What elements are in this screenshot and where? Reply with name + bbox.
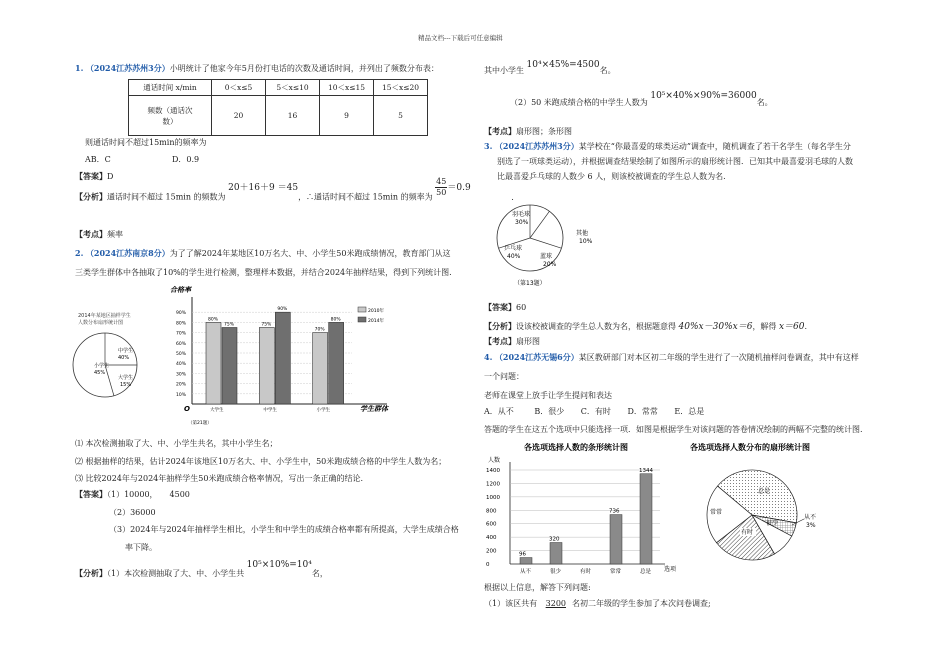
q4-pie-value-never: 3% (806, 522, 816, 529)
table-col-2: 5＜x≤10 (266, 80, 320, 96)
pie2014-title-a: 2014年某地区抽样学生 (78, 313, 131, 319)
q4-option-c: C．有时 (580, 407, 611, 416)
q1-answer: 【答案】D (75, 171, 114, 181)
table-count-4: 5 (374, 96, 428, 136)
q2-ytick: 40% (176, 362, 187, 368)
q4-pie-label-often: 常常 (710, 509, 723, 516)
q3-slice-value: 10% (579, 238, 593, 245)
q4-option-e: E．总是 (674, 407, 705, 416)
q4-bar (610, 515, 622, 564)
page-header: 精品文档---下载后可任意编辑 (418, 34, 503, 42)
q3-stem-b: 别选了一项球类运动），并根据调查结果绘制了如图所示的扇形统计图．已知其中最喜爱羽毛球的人数 (497, 157, 853, 166)
pie2014-label-college: 大学生 (118, 375, 134, 381)
q3-slice-value: 40% (507, 253, 521, 260)
pie2014-title-b: 人数分布扇形统计图 (78, 320, 124, 326)
q1-line (75, 63, 439, 74)
q2-bar (222, 328, 237, 405)
q4-pie-label-never: 从不 (804, 514, 817, 521)
q3-slice-label: 乒乓球 (504, 245, 523, 252)
q4-pie-label-sometimes: 有时 (741, 529, 754, 536)
q2-bar-label: 75% (224, 322, 235, 328)
q2-bar-label: 80% (330, 317, 341, 323)
q2-bar (275, 312, 290, 404)
q2-analysis: 【分析】（1）本次检测抽取了大、中、小学生共 10⁵×10%=10⁴名， (75, 560, 328, 578)
table-count-1: 20 (212, 96, 266, 136)
q2-answer: 【答案】（1）10000， 4500 (75, 489, 190, 499)
q3-slice-label: 羽毛球 (512, 211, 531, 218)
right-point: 【考点】扇形图；条形图 (484, 126, 572, 136)
q4-bar-ylabel: 人数 (488, 457, 501, 464)
q3-slice-label: 其他 (576, 230, 589, 237)
q1-stem: 小明统计了他家今年5月份打电话的次数及通话时间，并列出了频数分布表： (169, 64, 439, 73)
q2-category-label: 大学生 (210, 408, 224, 413)
q2-sub-3: ⑶ 比较2024年与2024年抽样学生50米跑成绩合格率情况，写出一条正确的结论. (75, 474, 363, 483)
q2-bar-chart (170, 285, 389, 426)
q2-bar (206, 322, 221, 404)
q4-after: 根据以上信息，解答下列问题: (484, 583, 591, 592)
q2-bar (329, 322, 344, 404)
q2-bar-label: 90% (277, 307, 288, 313)
q4-category-label: 总是 (640, 569, 652, 575)
q4-option-a: A．从不 (484, 407, 514, 416)
q4-bar-label: 736 (609, 508, 620, 515)
q2-origin: O (184, 405, 190, 413)
q3-pie-figure (490, 193, 630, 293)
q3-line: 3. （2024江苏苏州3分）某学校在“你最喜爱的球类运动”调查中，随机调查了若干名学生（每名学生分 (484, 141, 851, 151)
q2-answer-2: （2）36000 (109, 508, 156, 517)
table-head-time: 通话时间 x/min (129, 80, 212, 96)
q2-category-label: 小学生 (316, 408, 331, 413)
q2-ytick: 10% (176, 392, 187, 398)
q4-sub-1: （1）该区共有 3200 名初二年级的学生参加了本次问卷调查; (484, 599, 711, 608)
q2-ytick: 80% (176, 321, 187, 327)
q2-bar-label: 80% (208, 317, 219, 323)
table-col-4: 15＜x≤20 (374, 80, 428, 96)
q1-source: （2024江苏苏州3分） (85, 63, 170, 73)
q4-bar-figure (484, 440, 684, 580)
q4-pie-figure (690, 440, 860, 580)
q4-bar (550, 543, 562, 564)
q1-analysis: 【分析】通话时间不超过 15min 的频数为 20＋16＋9 ＝45，∴通话时间不超过 15min 的频率为 $\frac{45}{50}=0.9$ . (75, 177, 514, 202)
q2-ytick: 20% (176, 382, 187, 388)
table-head-count: 频数（通话次 数） (129, 96, 212, 136)
q1-option-d: D．0.9 (172, 155, 200, 164)
q2-category-label: 中学生 (263, 408, 277, 413)
q2-ytick: 60% (176, 341, 187, 347)
q2-x-title: 学生群体 (360, 405, 388, 413)
q1-question: 则通话时间不超过15min的频率为 (85, 138, 207, 147)
q3-slice-value: 30% (515, 219, 529, 226)
q2-sub-2: ⑵ 根据抽样的结果，估计2024年该地区10万名大、中、小学生中，50米跑成绩合格的中学生人数为名； (75, 457, 447, 466)
q3-slice-value: 20% (543, 261, 557, 268)
q2-ytick: 90% (176, 311, 187, 317)
q2-ytick: 50% (176, 352, 187, 357)
q2-bar (259, 328, 274, 405)
q4-bar (640, 474, 652, 564)
q2-ytick: 30% (176, 372, 187, 378)
q4-stem-c: 老师在课堂上放手让学生提问和表达 (484, 391, 612, 400)
table-count-2: 16 (266, 96, 320, 136)
q4-ytick: 400 (486, 535, 497, 542)
q4-option-d: D．常常 (627, 407, 658, 416)
pie2014-pct-college: 15% (120, 382, 132, 388)
q2-caption: （第21题） (188, 421, 212, 426)
q2-ytick: 70% (176, 331, 187, 337)
q4-bar-label: 1344 (639, 467, 653, 474)
q4-ytick: 1000 (486, 494, 500, 501)
q4-line: 4. （2024江苏无锡6分）某区教研部门对本区初二年级的学生进行了一次随机抽样问卷调查，其中有这样 (484, 352, 859, 362)
q4-bar-title: 各选项选择人数的条形统计图 (524, 443, 628, 452)
q2-sub-1: ⑴ 本次检测抽取了大、中、小学生共名，其中小学生名； (75, 439, 278, 448)
q2-line: 2. （2024江苏南京8分）为了了解2024年某地区10万名大、中、小学生50米跑成绩情况，教育部门从这 (75, 248, 451, 258)
q2-stem-b: 三类学生群体中各抽取了10%的学生进行检测，整理样本数据，并结合2024年抽样结果，得到下列统计图. (75, 268, 452, 277)
q2-legend-swatch (358, 307, 366, 312)
q4-sub1-blank: 3200 (545, 599, 566, 608)
q4-pie-title: 各选项选择人数分布的扇形统计图 (690, 443, 810, 452)
q3-analysis: 【分析】设该校被调查的学生总人数为名，根据题意得 40%x－30%x＝6，解得 x＝60. (484, 321, 808, 332)
q2-legend-label: 2014年 (368, 319, 384, 324)
right-line-2: （2）50 米跑成绩合格的中学生人数为 10⁵×40%×90%=36000名。 (510, 91, 773, 107)
q4-bar-label: 320 (549, 536, 560, 543)
q2-answer-3b: 率下降。 (125, 543, 157, 552)
q3-pie-chart (497, 205, 593, 271)
q3-slice-label: 蓝球 (540, 253, 553, 260)
table-col-1: 0＜x≤5 (212, 80, 266, 96)
pie2014-pct-middle: 40% (118, 355, 130, 361)
pie2014-label-primary: 小学生 (94, 363, 110, 369)
q2-bar-label: 75% (261, 322, 272, 328)
q4-category-label: 常常 (610, 569, 622, 575)
q4-pie-label-seldom: 很少 (766, 520, 779, 527)
q4-ytick: 0 (486, 562, 490, 568)
q2-bar-label: 70% (314, 327, 325, 333)
q4-ytick: 600 (486, 521, 497, 528)
table-count-3: 9 (320, 96, 374, 136)
q4-category-label: 有时 (580, 569, 592, 575)
q3-answer: 【答案】60 (484, 302, 527, 312)
q3-point: 【考点】扇形图 (484, 336, 540, 346)
pie2014-pct-primary: 45% (94, 370, 106, 376)
q4-option-b: B．很少 (534, 407, 565, 416)
q1-option-a: AB．C (85, 155, 111, 164)
q4-bar-chart (486, 462, 665, 575)
q4-options (484, 406, 704, 417)
q2-chart-title: 合格率 (170, 286, 191, 294)
q4-ytick: 800 (486, 508, 497, 515)
q4-pie-chart (707, 470, 816, 560)
right-line-1: 其中小学生 10⁴×45%=4500名。 (484, 60, 616, 75)
q2-legend-label: 2010年 (368, 309, 384, 314)
q2-figure (70, 282, 470, 432)
q4-bar-label: 96 (519, 551, 526, 558)
q4-bar-xlabel: 选项 (664, 566, 677, 573)
q4-category-label: 很少 (550, 569, 562, 575)
frequency-table (128, 79, 428, 136)
q4-stem-d: 答题的学生在这五个选项中只能选择一项．如图是根据学生对该问题的答卷情况绘制的两幅不完整的统计图. (484, 425, 863, 434)
q1-point: 【考点】频率 (75, 229, 123, 239)
q2-bar (313, 333, 328, 404)
q4-stem-b: 一个问题： (484, 372, 524, 381)
q4-category-label: 从不 (520, 569, 532, 575)
pie2014-label-middle: 中学生 (118, 348, 134, 354)
q3-stem-c: 比最喜爱乒乓球的人数少 6 人，则该校被调查的学生总人数为名. (497, 172, 726, 181)
q2-legend-swatch (358, 317, 366, 322)
q4-bar (520, 558, 532, 564)
q4-pie-label-always: 总是 (758, 488, 771, 495)
q4-ytick: 1200 (486, 481, 500, 488)
q4-ytick: 200 (486, 548, 497, 555)
q4-ytick: 1400 (486, 468, 500, 474)
q3-caption: （第13题） (514, 280, 546, 287)
q1-number: 1. (75, 63, 84, 73)
table-col-3: 10＜x≤15 (320, 80, 374, 96)
pie-2014 (73, 333, 137, 397)
q2-answer-3a: （3）2024年与2024年抽样学生相比，小学生和中学生的成绩合格率都有所提高，大学生成绩合格 (109, 525, 459, 534)
